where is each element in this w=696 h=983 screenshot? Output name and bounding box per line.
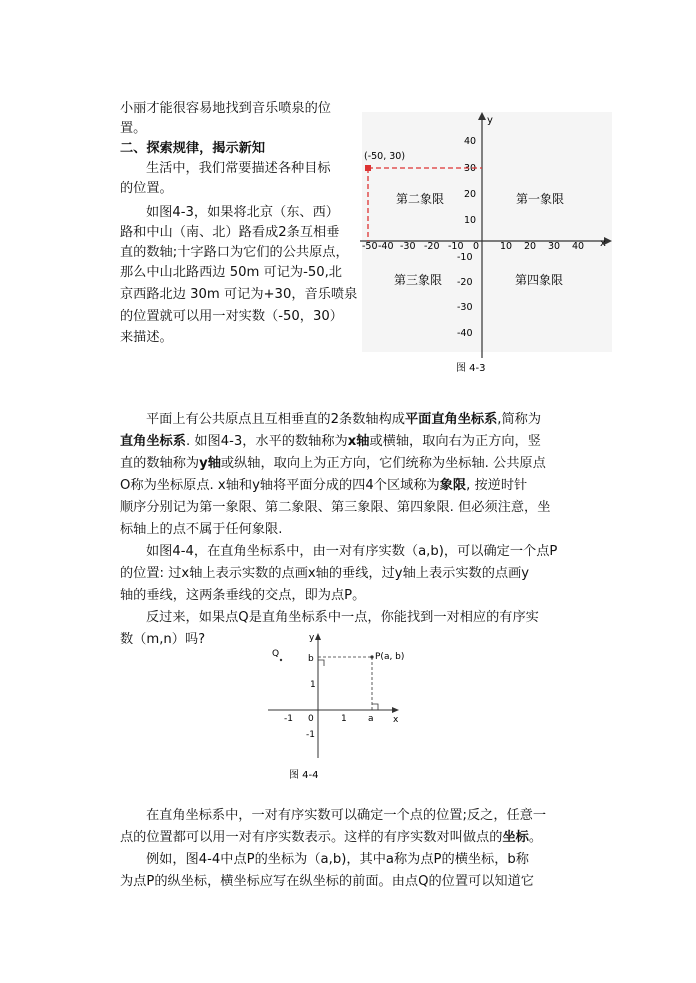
para-example-line-2: 为点P的纵坐标，横坐标应写在纵坐标的前面。由点Q的位置可以知道它 bbox=[120, 874, 534, 889]
quadrant-1-label: 第一象限 bbox=[516, 192, 565, 206]
para-def-s2b: . 如图4-3，水平的数轴称为 bbox=[185, 434, 348, 449]
right-angle-mark-y bbox=[318, 660, 324, 666]
para-def-s1a: 平面上有公共原点且互相垂直的2条数轴构成 bbox=[146, 412, 405, 427]
x-tick: -40 bbox=[378, 241, 394, 252]
origin-label: 0 bbox=[308, 714, 314, 724]
x-tick: 30 bbox=[548, 241, 561, 252]
x-tick: 1 bbox=[341, 714, 347, 724]
para-def-line-6: 标轴上的点不属于任何象限. bbox=[120, 522, 283, 537]
para-def-s3a: 直的数轴称为 bbox=[120, 456, 200, 471]
y-tick: 1 bbox=[310, 680, 316, 690]
x-axis-label: x bbox=[600, 238, 606, 249]
quadrant-2-label: 第二象限 bbox=[396, 192, 445, 206]
term-rect-coord: 直角坐标系 bbox=[120, 434, 186, 449]
para-coord-line-1: 在直角坐标系中，一对有序实数可以确定一个点的位置;反之，任意一 bbox=[146, 808, 547, 823]
para-coord-s2c: 。 bbox=[528, 830, 542, 845]
section-heading: 二、探索规律，揭示新知 bbox=[120, 141, 266, 156]
para-def-s4c: , 按逆时针 bbox=[466, 478, 528, 493]
para-def-line-3 bbox=[120, 454, 546, 474]
point-label: (-50, 30) bbox=[364, 151, 406, 162]
point-marker bbox=[365, 165, 371, 171]
a-label: a bbox=[368, 714, 374, 724]
intro-line-1: 小丽才能很容易地找到音乐喷泉的位 bbox=[120, 101, 331, 116]
y-axis-arrow bbox=[315, 633, 321, 640]
x-tick: 10 bbox=[500, 241, 513, 252]
y-tick: 40 bbox=[464, 136, 477, 147]
y-tick: -1 bbox=[306, 730, 315, 740]
para-def-line-1 bbox=[146, 410, 541, 430]
x-tick: 20 bbox=[524, 241, 537, 252]
point-q-label: Q bbox=[272, 649, 280, 659]
para-def-line-4 bbox=[120, 476, 527, 496]
para-def-line-5: 顺序分别记为第一象限、第二象限、第三象限、第四象限. 但必须注意，坐 bbox=[120, 500, 551, 515]
term-y-axis: y轴 bbox=[199, 456, 221, 471]
para-def-s3c: 或纵轴，取向上为正方向，它们统称为坐标轴. 公共原点 bbox=[220, 456, 546, 471]
para-example-line-1: 例如，图4-4中点P的坐标为（a,b)，其中a称为点P的横坐标，b称 bbox=[146, 852, 529, 867]
figure-4-3-background bbox=[362, 112, 612, 352]
right-angle-mark-x bbox=[372, 704, 378, 710]
y-tick: -20 bbox=[457, 277, 473, 288]
y-tick: -10 bbox=[457, 252, 473, 263]
x-tick: -30 bbox=[400, 241, 416, 252]
term-quadrant: 象限 bbox=[439, 478, 467, 493]
y-tick: 30 bbox=[464, 163, 477, 174]
point-q bbox=[280, 659, 282, 661]
x-tick: -10 bbox=[448, 241, 464, 252]
para-def-s1c: ,简称为 bbox=[497, 412, 542, 427]
y-tick: -40 bbox=[457, 328, 473, 339]
para-def-line-2 bbox=[120, 432, 541, 452]
intro-line-2: 置。 bbox=[120, 121, 147, 136]
point-p bbox=[370, 655, 373, 658]
section-p2-line-3: 直的数轴;十字路口为它们的公共原点， bbox=[120, 245, 349, 260]
para-coord-line-2 bbox=[120, 828, 542, 848]
figure-4-4 bbox=[262, 630, 412, 790]
para-def-s4a: O称为坐标原点. x轴和y轴将平面分成的四4个区域称为 bbox=[120, 478, 440, 493]
y-tick: 20 bbox=[464, 189, 477, 200]
section-p1-line-1: 生活中，我们常要描述各种目标 bbox=[146, 161, 331, 176]
section-p2-line-5: 京西路北边 30m 可记为+30，音乐喷泉 bbox=[120, 287, 358, 302]
y-axis-label: y bbox=[487, 115, 493, 126]
figure-4-3-caption: 图 4-3 bbox=[456, 363, 486, 374]
para-fig44-line-3: 轴的垂线，这两条垂线的交点，即为点P。 bbox=[120, 588, 366, 603]
y-axis-label: y bbox=[309, 633, 315, 643]
section-p2-line-2: 路和中山（南、北）路看成2条互相垂 bbox=[120, 225, 340, 240]
y-tick: -30 bbox=[457, 302, 473, 313]
y-tick: 10 bbox=[464, 215, 477, 226]
para-reverse-line-1: 反过来，如果点Q是直角坐标系中一点，你能找到一对相应的有序实 bbox=[146, 610, 539, 625]
para-reverse-line-2: 数（m,n）吗? bbox=[120, 632, 206, 647]
section-p2-line-4: 那么中山北路西边 50m 可记为-50,北 bbox=[120, 265, 342, 280]
section-p2-line-1: 如图4-3，如果将北京（东、西） bbox=[146, 205, 339, 220]
para-coord-s2a: 点的位置都可以用一对有序实数表示。这样的有序实数对叫做点的 bbox=[120, 830, 503, 845]
term-coordinate: 坐标 bbox=[502, 830, 529, 845]
figure-4-4-caption: 图 4-4 bbox=[289, 770, 319, 781]
term-plane-rect-coord: 平面直角坐标系 bbox=[404, 412, 498, 427]
para-def-s2d: 或横轴，取向右为正方向，竖 bbox=[369, 434, 541, 449]
section-p1-line-2: 的位置。 bbox=[120, 181, 173, 196]
x-tick: 40 bbox=[572, 241, 585, 252]
point-p-label: P(a, b) bbox=[375, 652, 405, 662]
b-label: b bbox=[308, 654, 314, 664]
para-fig44-line-2: 的位置: 过x轴上表示实数的点画x轴的垂线，过y轴上表示实数的点画y bbox=[120, 566, 530, 581]
x-tick: -1 bbox=[284, 714, 293, 724]
section-p2-line-6: 的位置就可以用一对实数（-50，30） bbox=[120, 309, 343, 324]
section-p2-line-7: 来描述。 bbox=[120, 330, 173, 345]
quadrant-3-label: 第三象限 bbox=[394, 273, 443, 287]
term-x-axis: x轴 bbox=[347, 434, 370, 449]
x-axis-arrow bbox=[392, 707, 399, 713]
figure-4-3 bbox=[360, 108, 620, 380]
x-tick: 0 bbox=[473, 241, 480, 252]
quadrant-4-label: 第四象限 bbox=[515, 273, 564, 287]
x-axis-label: x bbox=[393, 715, 399, 725]
x-tick: -50 bbox=[362, 241, 378, 252]
para-fig44-line-1: 如图4-4，在直角坐标系中，由一对有序实数（a,b)，可以确定一个点P bbox=[146, 544, 558, 559]
x-tick: -20 bbox=[424, 241, 440, 252]
